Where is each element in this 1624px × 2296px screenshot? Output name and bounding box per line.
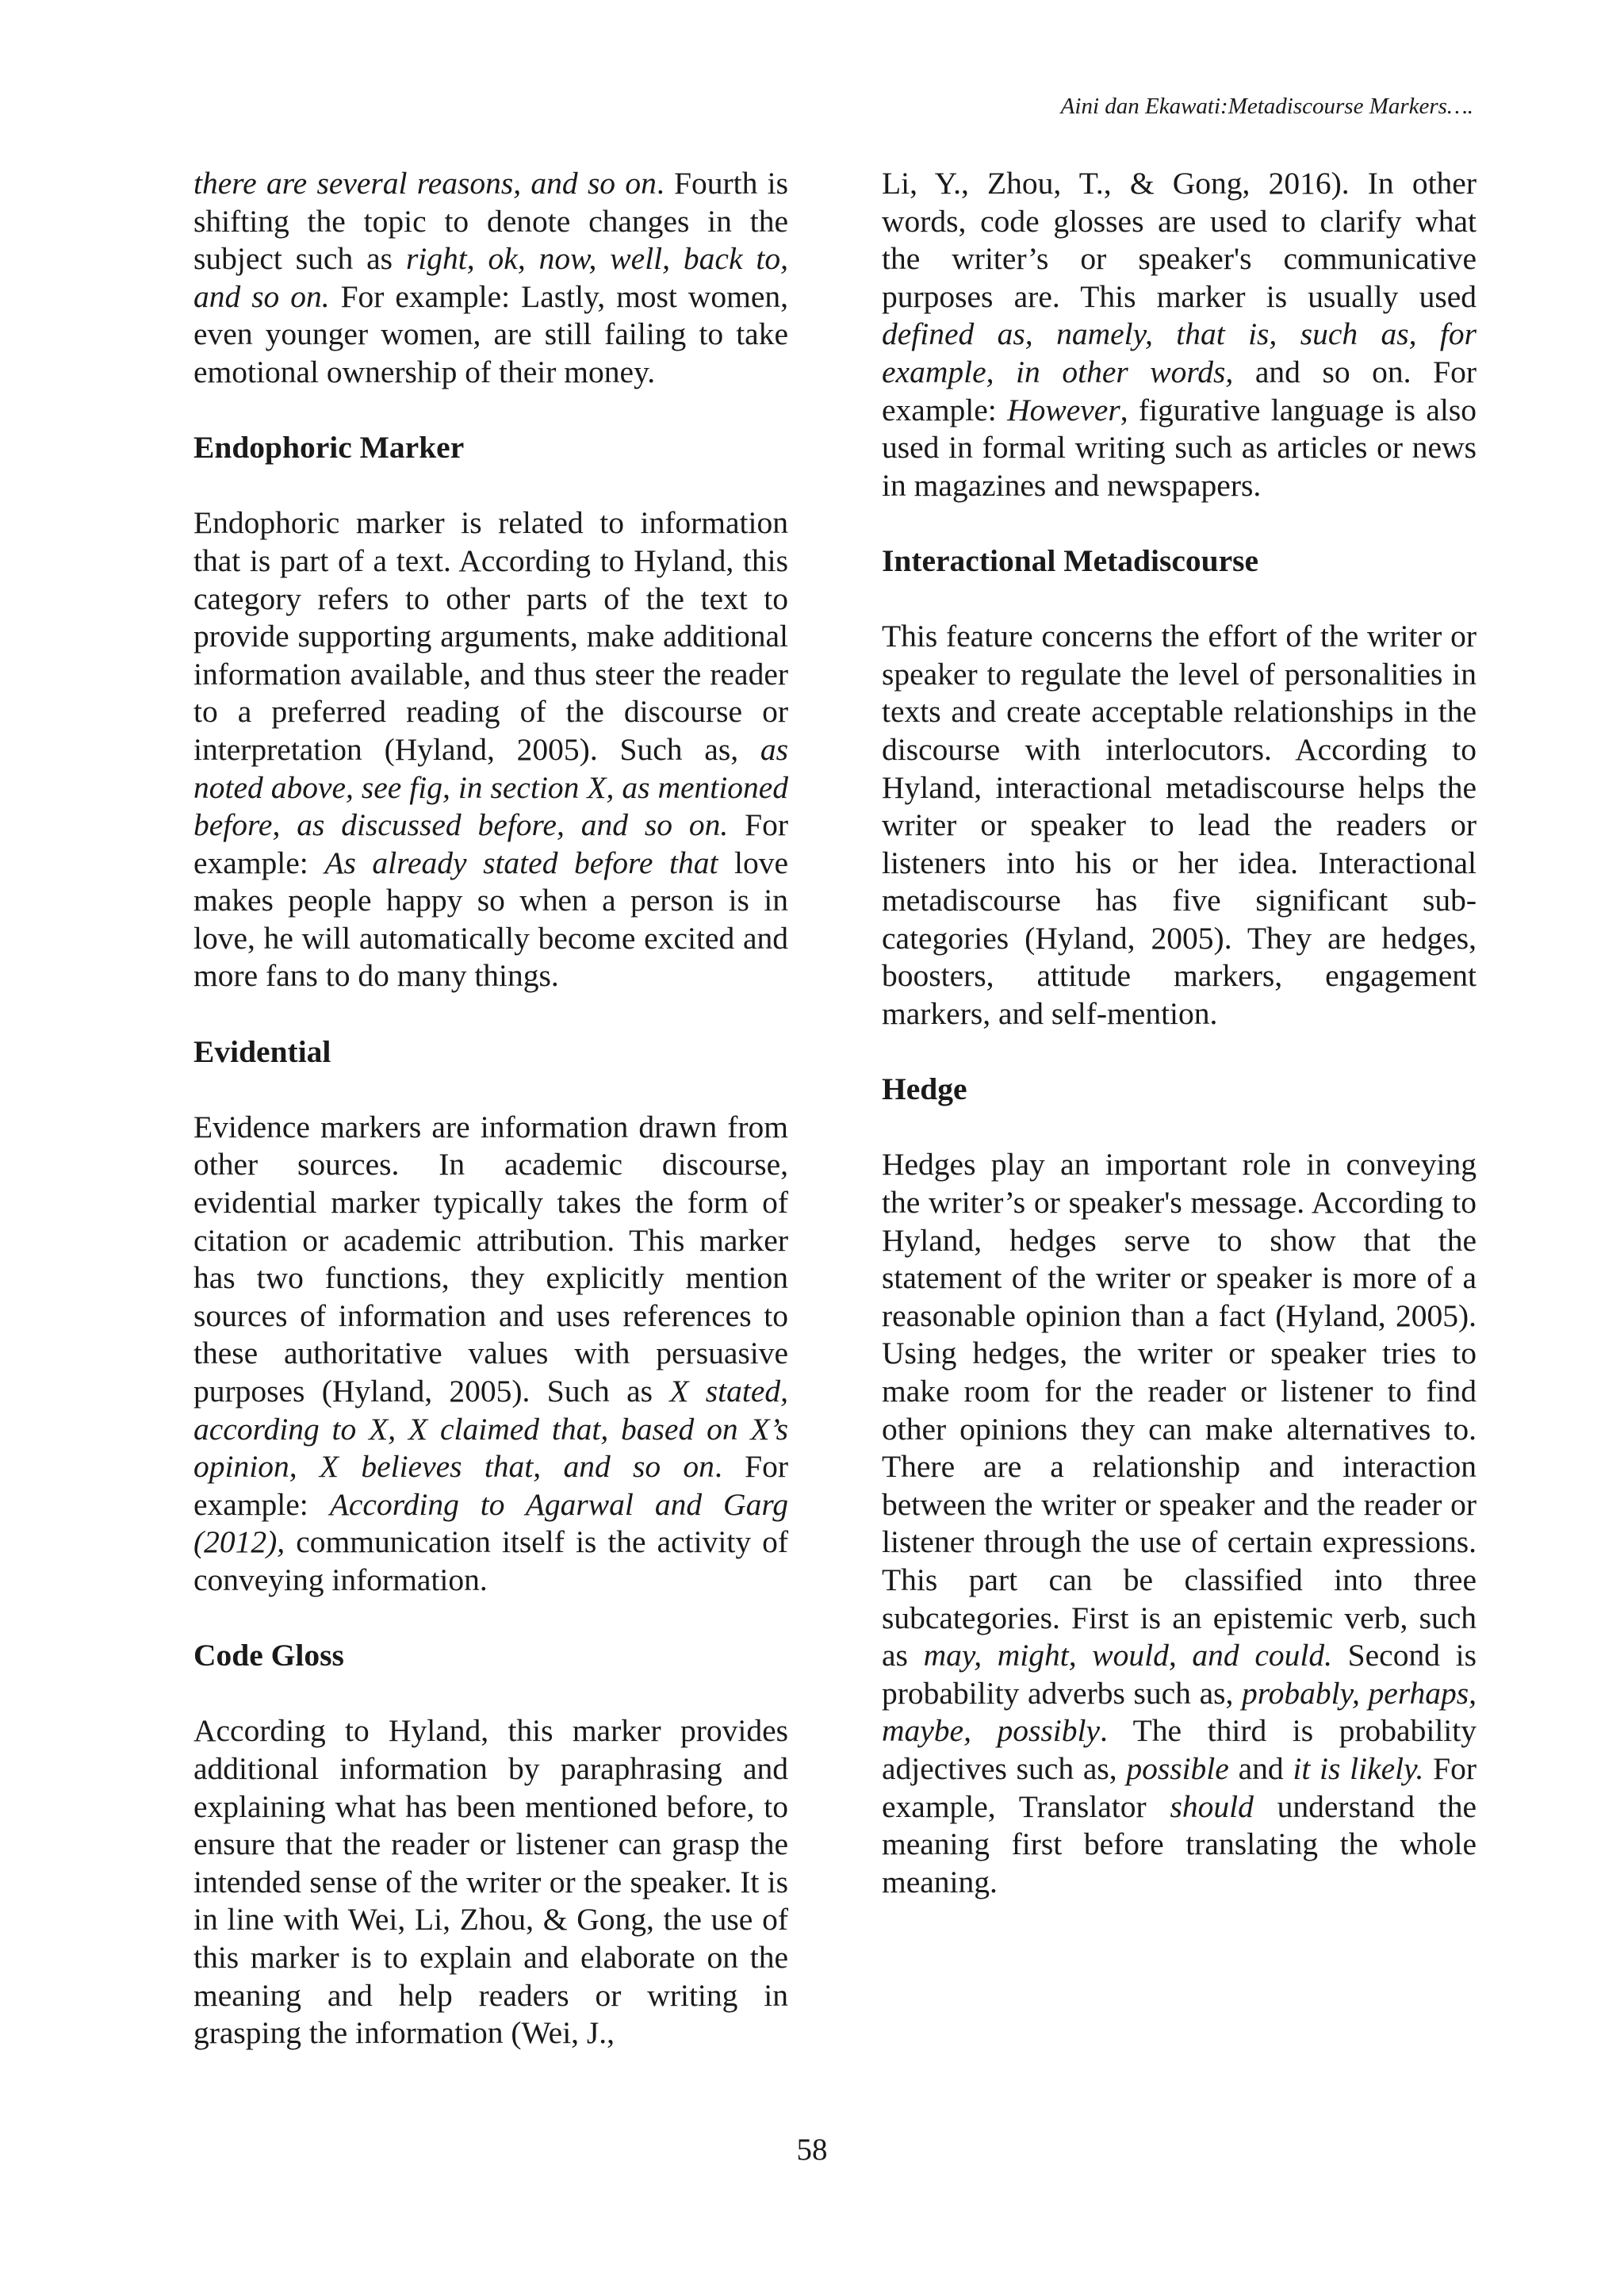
paragraph-hedge: Hedges play an important role in conveying the writer’s or speaker's message. According to Hyland, hedges serve to show that the statement of the writer or speaker is more of a reasonable opinion than a fact (Hyland, 2005). Using hedges, the writer or speaker tries to make room for the reader or listener to find other opinions they can make alternatives to. There are a relationship and interaction between the writer or speaker and the reader or listener through the use of certain expressions. This part can be classified into three subcategories. First is an epistemic verb, such as may, might, would, and could. Second is probability adverbs such as, probably, perhaps, maybe, possibly. The third is probability adjectives such as, possible and it is likely. For example, Translator should understand the meaning first before translating the whole meaning.	[882, 1147, 1477, 1899]
running-header: Aini dan Ekawati:Metadiscourse Markers….	[1060, 94, 1473, 119]
paragraph-intro: there are several reasons, and so on. Fourth is shifting the topic to denote changes in the subject such as right, ok, now, well, back to, and so on. For example: Lastly, most women, even younger women, are still failing to take emotional ownership of their money.	[193, 166, 789, 389]
heading-endophoric-marker: Endophoric Marker	[193, 430, 465, 466]
paragraph-code-gloss: According to Hyland, this marker provides additional information by paraphrasing and explaining what has been mentioned before, to ensure that the reader or listener can grasp the intended sense of the writer or the speaker. It is in line with Wei, Li, Zhou, & Gong, the use of this marker is to explain and elaborate on the meaning and help readers or writing in grasping the information (Wei, J.,	[193, 1713, 788, 2051]
paragraph-interactional-metadiscourse: This feature concerns the effort of the writer or speaker to regulate the level of personalities in texts and create acceptable relationships in the discourse with interlocutors. According to Hyland, interactional metadiscourse helps the writer or speaker to lead the readers or listeners into his or her idea. Interactional metadiscourse has five significant sub-categories (Hyland, 2005). They are hedges, boosters, attitude markers, engagement markers, and self-mention.	[882, 619, 1477, 1032]
page-number: 58	[796, 2133, 828, 2167]
left-column	[193, 165, 788, 2053]
heading-hedge: Hedge	[882, 1071, 967, 1107]
paragraph-endophoric-marker: Endophoric marker is related to information that is part of a text. According to Hyland, this category refers to other parts of the text to provide supporting arguments, make additional information available, and thus steer the reader to a preferred reading of the discourse or interpretation (Hyland, 2005). Such as, as noted above, see fig, in section X, as mentioned before, as discussed before, and so on. For example: As already stated before that love makes people happy so when a person is in love, he will automatically become excited and more fans to do many things.	[193, 505, 788, 994]
paragraph-code-gloss-continued: Li, Y., Zhou, T., & Gong, 2016). In other words, code glosses are used to clarify what the writer’s or speaker's communicative purposes are. This marker is usually used defined as, namely, that is, such as, for example, in other words, and so on. For example: However, figurative language is also used in formal writing such as articles or news in magazines and newspapers.	[882, 166, 1477, 503]
right-column	[882, 165, 1477, 1901]
heading-evidential: Evidential	[193, 1033, 331, 1069]
paragraph-evidential: Evidence markers are information drawn from other sources. In academic discourse, evidential marker typically takes the form of citation or academic attribution. This marker has two functions, they explicitly mention sources of information and uses references to these authoritative values with persuasive purposes (Hyland, 2005). Such as X stated, according to X, X claimed that, based on X’s opinion, X believes that, and so on. For example: According to Agarwal and Garg (2012), communication itself is the activity of conveying information.	[193, 1109, 788, 1597]
heading-interactional-metadiscourse: Interactional Metadiscourse	[882, 542, 1259, 578]
heading-code-gloss: Code Gloss	[193, 1638, 344, 1673]
